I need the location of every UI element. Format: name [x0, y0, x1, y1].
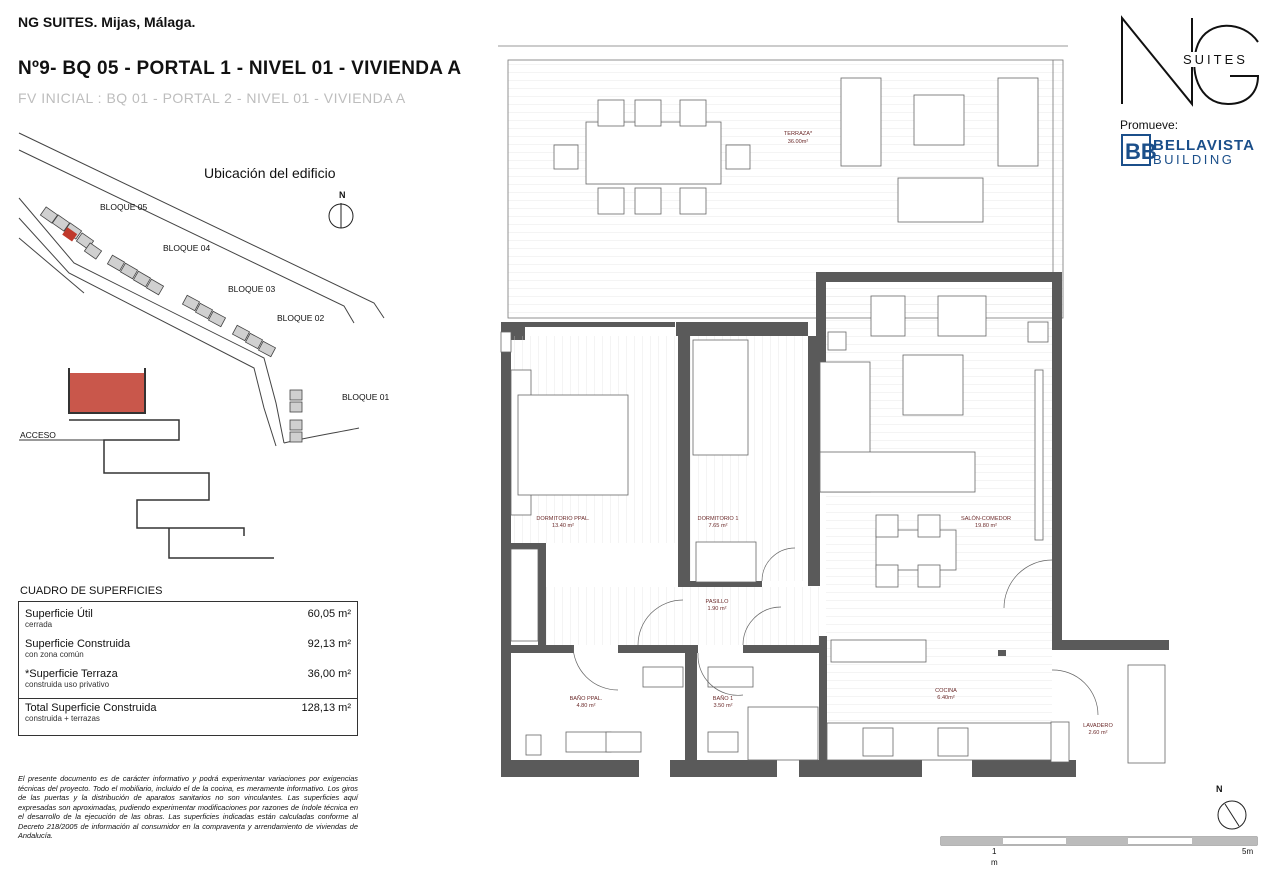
floor-plan: [498, 40, 1113, 780]
label-acceso: ACCESO: [20, 430, 56, 440]
room-name-salon-comedor: SALÓN-COMEDOR: [960, 516, 1012, 522]
label-bloque-04: BLOQUE 04: [163, 243, 211, 253]
promoter-name-1: BELLAVISTA: [1153, 137, 1255, 154]
logo-suites-word: SUITES: [1183, 52, 1248, 67]
location-map-title: Ubicación del edificio: [204, 165, 336, 181]
scale-unit-label: m: [991, 858, 998, 867]
room-area-lavadero: 2.60 m²: [1088, 730, 1108, 736]
location-north-label: N: [339, 190, 346, 200]
surfaces-table: [18, 601, 358, 736]
location-map: [14, 128, 414, 548]
surface-value: 128,13 m²: [301, 702, 351, 714]
room-area-bano-ppal: 4.80 m²: [576, 703, 596, 709]
scale-left-label: 1: [992, 847, 997, 856]
surface-label: Superficie Útil: [25, 608, 93, 620]
room-name-dormitorio-ppal: DORMITORIO PPAL.: [536, 516, 590, 522]
bellavista-mark-letters: BB: [1125, 139, 1157, 164]
room-name-pasillo: PASILLO: [705, 599, 729, 605]
fv-subtitle: FV INICIAL : BQ 01 - PORTAL 2 - NIVEL 01 - VIVIENDA A: [18, 90, 406, 106]
room-name-bano-ppal: BAÑO PPAL.: [569, 696, 603, 702]
room-area-cocina: 6.40m²: [937, 695, 955, 701]
plan-north-label: N: [1216, 784, 1223, 794]
scale-right-label: 5m: [1242, 847, 1254, 856]
company-location: NG SUITES. Mijas, Málaga.: [18, 14, 196, 30]
scale-bar: [940, 836, 1260, 848]
surface-row: [25, 608, 351, 629]
surface-label: Total Superficie Construida: [25, 702, 157, 714]
surface-value: 92,13 m²: [307, 638, 351, 650]
label-bloque-05: BLOQUE 05: [100, 202, 148, 212]
room-area-terraza: 36.00m²: [787, 139, 809, 145]
surface-row: [25, 668, 351, 689]
label-bloque-01: BLOQUE 01: [342, 392, 390, 402]
surface-row-total: [25, 702, 351, 723]
surface-label: *Superficie Terraza: [25, 668, 118, 680]
room-name-terraza: TERRAZA*: [783, 131, 813, 137]
surface-sublabel: construida uso privativo: [25, 680, 110, 689]
room-area-dormitorio-ppal: 13.40 m²: [551, 523, 575, 529]
surface-row: [25, 638, 351, 659]
surfaces-divider: [19, 698, 357, 699]
room-name-bano-1: BAÑO 1: [712, 696, 734, 702]
disclaimer-text: El presente documento es de carácter informativo y podrá experimentar variaciones por exigencias técnicas del proyecto. Todo el mobiliario, incluido el de la cocina, es meramente informativo. Los giros de las puertas y la distribución de aparatos sanitarios no son vinculantes. Las superficies aquí expresadas son aproximadas, pudiendo experimentar modificaciones por razones de índole técnica en el desarrollo de la ejecución de las obras. Las superficies indicadas están calculadas conforme al Decreto 218/2005 de información al consumidor en la compraventa y arrendamiento de viviendas de Andalucía.: [18, 774, 358, 840]
compass-icon: [1215, 798, 1249, 832]
room-area-salon-comedor: 19.80 m²: [974, 523, 998, 529]
unit-title: Nº9- BQ 05 - PORTAL 1 - NIVEL 01 - VIVIENDA A: [18, 58, 462, 79]
room-area-dormitorio-1: 7.65 m²: [708, 523, 728, 529]
room-area-bano-1: 3.50 m²: [713, 703, 733, 709]
label-bloque-02: BLOQUE 02: [277, 313, 325, 323]
room-name-cocina: COCINA: [935, 688, 957, 694]
room-name-lavadero: LAVADERO: [1083, 723, 1113, 729]
label-bloque-03: BLOQUE 03: [228, 284, 276, 294]
surface-sublabel: construida + terrazas: [25, 714, 100, 723]
surface-value: 36,00 m²: [307, 668, 351, 680]
surface-value: 60,05 m²: [307, 608, 351, 620]
room-area-pasillo: 1.90 m²: [707, 606, 727, 612]
surface-sublabel: con zona común: [25, 650, 84, 659]
room-name-dormitorio-1: DORMITORIO 1: [697, 516, 739, 522]
surfaces-title: CUADRO DE SUPERFICIES: [20, 585, 163, 597]
promoter-name-2: BUILDING: [1153, 152, 1235, 167]
surface-label: Superficie Construida: [25, 638, 131, 650]
bellavista-mark: [1120, 133, 1157, 167]
promoter-label: Promueve:: [1120, 118, 1179, 132]
surface-sublabel: cerrada: [25, 620, 53, 629]
